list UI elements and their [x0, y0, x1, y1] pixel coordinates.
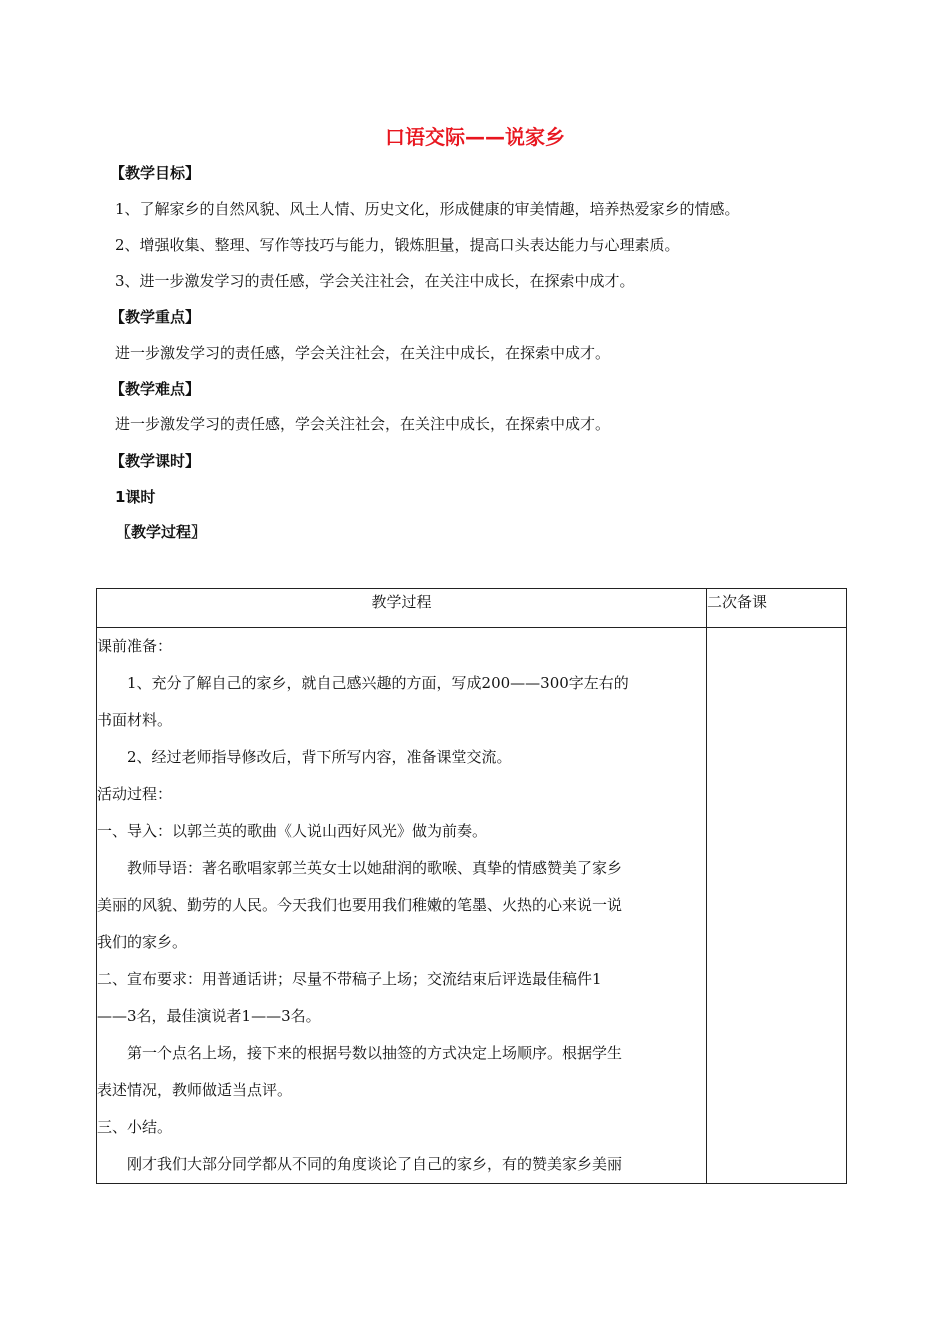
table-line: 教师导语：著名歌唱家郭兰英女士以她甜润的歌喉、真挚的情感赞美了家乡 [127, 859, 623, 877]
table-line: 美丽的风貌、勤劳的人民。今天我们也要用我们稚嫩的笔墨、火热的心来说一说 [97, 896, 623, 914]
table-line: 三、小结。 [97, 1118, 173, 1136]
difficulty-heading: 【教学难点】 [110, 380, 201, 398]
hours-heading: 【教学课时】 [110, 452, 201, 470]
table-header-row [97, 589, 847, 628]
goal-2: 2、增强收集、整理、写作等技巧与能力，锻炼胆量，提高口头表达能力与心理素质。 [115, 236, 680, 254]
table-line: 二、宣布要求：用普通话讲；尽量不带稿子上场；交流结束后评选最佳稿件1 [97, 970, 602, 988]
table-line: 书面材料。 [97, 711, 173, 729]
table-line: 活动过程： [97, 785, 173, 803]
document-title: 口语交际——说家乡 [385, 125, 565, 149]
table-line: 一、导入：以郭兰英的歌曲《人说山西好风光》做为前奏。 [97, 822, 488, 840]
goal-1: 1、了解家乡的自然风貌、风土人情、历史文化，形成健康的审美情趣，培养热爱家乡的情感。 [115, 200, 740, 218]
hours-text: 1课时 [115, 488, 156, 506]
difficulty-text: 进一步激发学习的责任感，学会关注社会，在关注中成长，在探索中成才。 [115, 415, 611, 433]
lesson-table [96, 588, 847, 1184]
table-line: 我们的家乡。 [97, 933, 188, 951]
table-line: 表述情况，教师做适当点评。 [97, 1081, 293, 1099]
table-line: 课前准备： [97, 637, 173, 655]
key-points-heading: 【教学重点】 [110, 308, 201, 326]
process-heading: 〖教学过程〗 [116, 523, 207, 541]
revision-cell [707, 628, 847, 1184]
table-line: ——3名，最佳演说者1——3名。 [97, 1007, 321, 1025]
process-cell [97, 628, 707, 1184]
table-line: 1、充分了解自己的家乡，就自己感兴趣的方面，写成200——300字左右的 [127, 674, 629, 692]
table-line: 刚才我们大部分同学都从不同的角度谈论了自己的家乡，有的赞美家乡美丽 [127, 1155, 623, 1173]
table-line: 2、经过老师指导修改后，背下所写内容，准备课堂交流。 [127, 748, 512, 766]
table-line: 第一个点名上场，接下来的根据号数以抽签的方式决定上场顺序。根据学生 [127, 1044, 623, 1062]
table-body-row [97, 628, 847, 1184]
goals-heading: 【教学目标】 [110, 164, 201, 182]
key-points-text: 进一步激发学习的责任感，学会关注社会，在关注中成长，在探索中成才。 [115, 344, 611, 362]
goal-3: 3、进一步激发学习的责任感，学会关注社会，在关注中成长，在探索中成才。 [115, 272, 635, 290]
table-header-process: 教学过程 [97, 589, 707, 628]
table-header-revision: 二次备课 [707, 589, 847, 628]
